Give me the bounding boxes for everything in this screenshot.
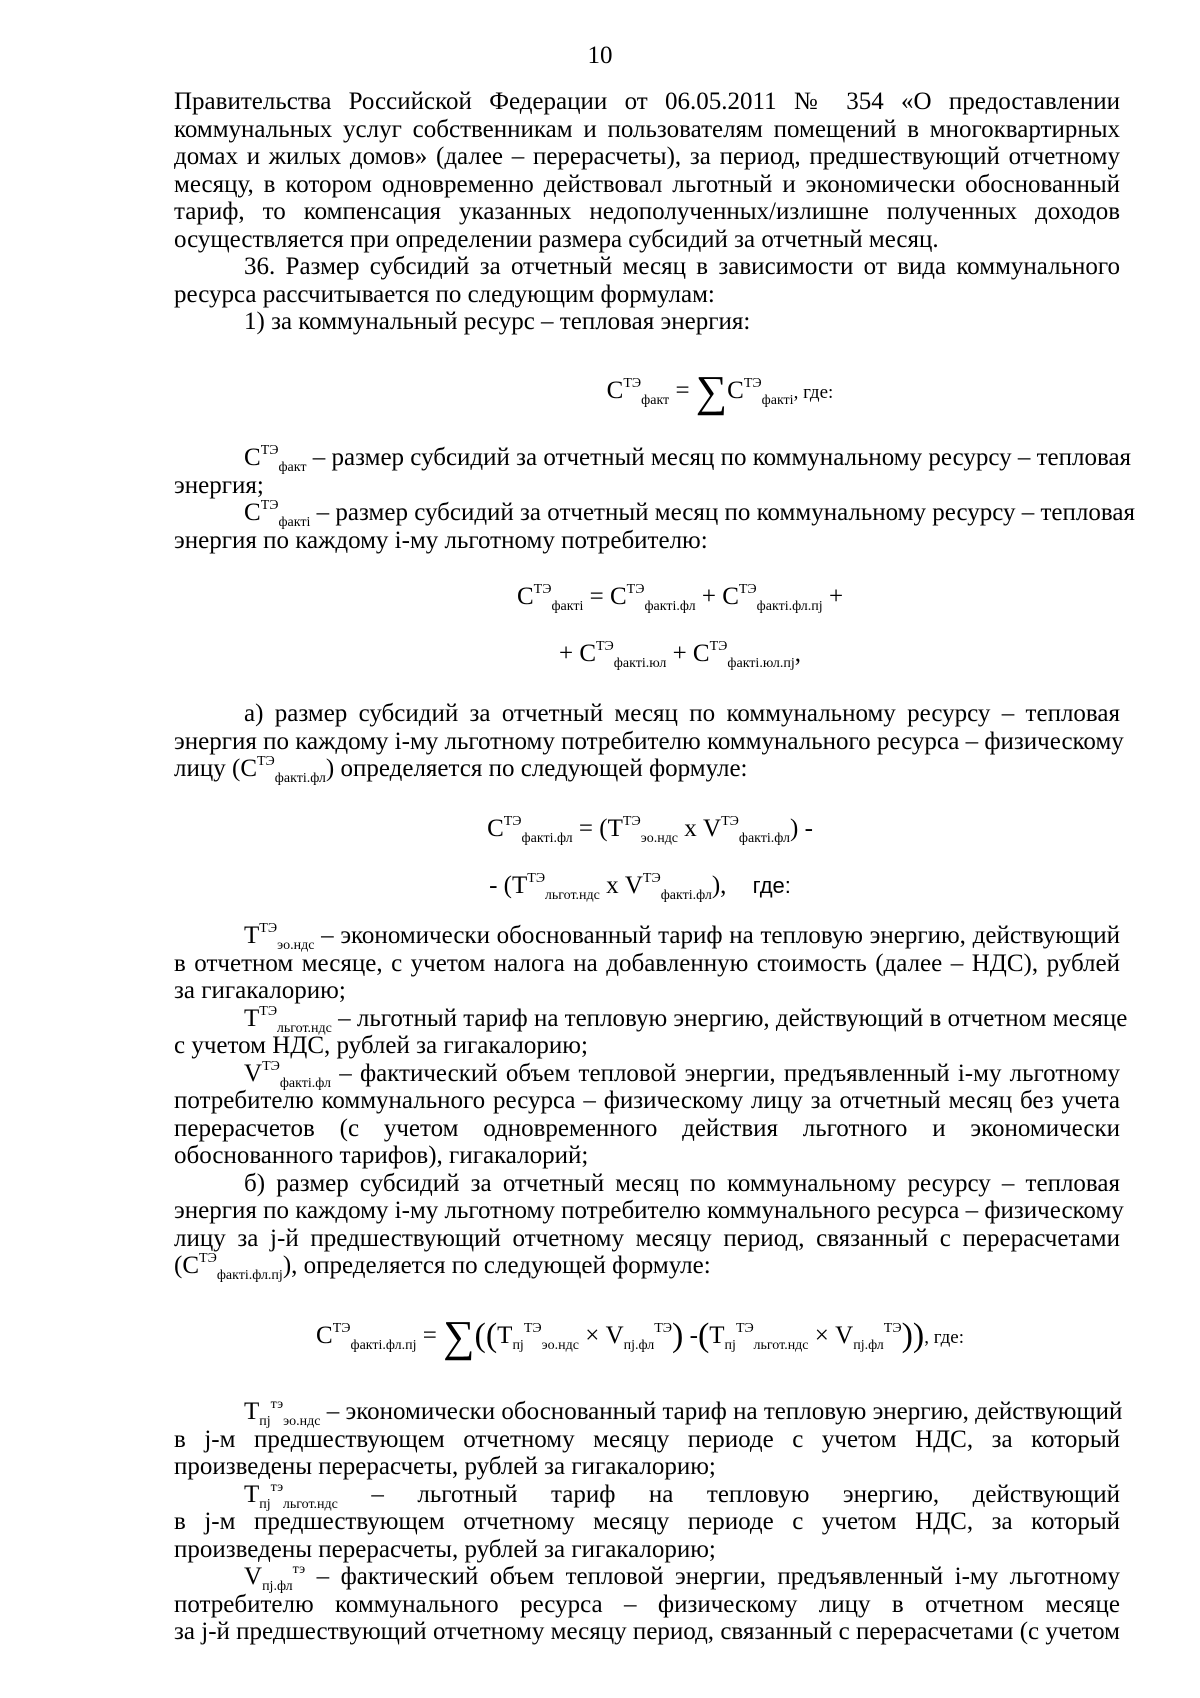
text-line: произведены перерасчеты, рублей за гигакалорию; bbox=[174, 1535, 716, 1563]
formula-a-line1: $С^{ТЭ}_{факті.фл} = (Т^{ТЭ}_{эо.ндс}$ х $V^{ТЭ}_{факті.фл}$) - bbox=[487, 814, 813, 846]
text-line: с учетом НДС, рублей за гигакалорию; bbox=[174, 1032, 588, 1059]
text-line: тариф, то компенсация указанных недополученных/излишне полученных доходов bbox=[174, 198, 1120, 225]
text-block-definitions-1 bbox=[174, 443, 1135, 554]
text-block-definitions-2 bbox=[174, 921, 1128, 1283]
text-line: произведены перерасчеты, рублей за гигакалорию; bbox=[174, 1453, 716, 1480]
text-line: в j-м предшествующем отчетному месяцу периоде с учетом НДС, за который bbox=[174, 1508, 1120, 1535]
text-line: энергия по каждому i-му льготному потребителю коммунального ресурса – физическому bbox=[174, 1197, 1124, 1224]
text-block-a bbox=[174, 700, 1124, 786]
page-number: 10 bbox=[587, 42, 613, 69]
text-line: энергия по каждому i-му льготному потребителю коммунального ресурса – физическому bbox=[174, 727, 1124, 755]
text-line: $Т^{ТЭ}_{льгот.ндс}$ – льготный тариф на тепловую энергию, действующий в отчетном месяце bbox=[244, 1003, 1128, 1036]
text-line: потребителю коммунального ресурса – физическому лицу за отчетный месяц без учета bbox=[174, 1087, 1120, 1114]
formula-per-consumer-line1: $С^{ТЭ}_{факті} = С^{ТЭ}_{факті.фл} + С^{ТЭ}_{факті.фл.пj}$ + bbox=[516, 582, 844, 614]
text-line: перерасчетов (с учетом одновременного действия льготного и экономически bbox=[174, 1114, 1120, 1142]
text-line: $Т^{ТЭ}_{эо.ндс}$ – экономически обоснованный тариф на тепловую энергию, действующий bbox=[244, 921, 1120, 953]
text-line: месяцу, в котором одновременно действовал льготный и экономически обоснованный bbox=[174, 170, 1120, 198]
text-line: энергия; bbox=[174, 471, 264, 499]
text-line: $V^{ТЭ}_{факті.фл}$ – фактический объем тепловой энергии, предъявленный i-му льготному bbox=[244, 1058, 1120, 1091]
text-line: лицу за j-й предшествующий отчетному месяцу период, связанный с перерасчетами bbox=[174, 1224, 1120, 1252]
formula-per-consumer-line2: + $С^{ТЭ}_{факті.юл} + С^{ТЭ}_{факті.юл.пj}$, bbox=[558, 639, 802, 671]
text-line: в отчетном месяце, с учетом налога на добавленную стоимость (далее – НДС), рублей bbox=[174, 949, 1120, 977]
text-line: $С^{ТЭ}_{факт}$ – размер субсидий за отчетный месяц по коммунальному ресурсу – тепловая bbox=[244, 443, 1132, 475]
text-line: энергия по каждому i-му льготному потребителю: bbox=[174, 526, 708, 554]
text-line: ресурса рассчитывается по следующим формулам: bbox=[174, 280, 715, 308]
text-line: потребителю коммунального ресурса – физическому лицу в отчетном месяце bbox=[174, 1590, 1120, 1618]
text-line: домах и жилых домов» (далее – перерасчеты), за период, предшествующий отчетному bbox=[174, 143, 1120, 170]
text-line: осуществляется при определении размера субсидий за отчетный месяц. bbox=[174, 225, 939, 253]
text-line: $С^{ТЭ}_{факті}$ – размер субсидий за отчетный месяц по коммунальному ресурсу – тепловая bbox=[244, 498, 1135, 530]
text-block-intro bbox=[174, 88, 1120, 336]
text-line: 1) за коммунальный ресурс – тепловая энергия: bbox=[244, 308, 751, 335]
text-line: за гигакалорию; bbox=[174, 977, 346, 1004]
text-line: коммунальных услуг собственникам и пользователям помещений в многоквартирных bbox=[174, 115, 1120, 143]
text-line: $Т_{пj}^{тэ}_{льгот.ндс}$ – льготный тариф на тепловую энергию, действующий bbox=[244, 1479, 1121, 1512]
text-line: в j-м предшествующем отчетному месяцу периоде с учетом НДС, за который bbox=[174, 1425, 1120, 1453]
text-line: обоснованного тарифов), гигакалорий; bbox=[174, 1142, 589, 1169]
formula-a-line2: - ($Т^{ТЭ}_{льгот.ндс}$ х $V^{ТЭ}_{факті.фл}$), где: bbox=[489, 871, 791, 903]
text-line: а) размер субсидий за отчетный месяц по коммунальному ресурсу – тепловая bbox=[244, 700, 1120, 727]
text-line: Правительства Российской Федерации от 06.05.2011 № 354 «О предоставлении bbox=[174, 88, 1120, 115]
formula-total-subsidy: $С^{ТЭ}_{факт} = \sum С^{ТЭ}_{факті}$, где: bbox=[606, 367, 834, 416]
text-line: б) размер субсидий за отчетный месяц по коммунальному ресурсу – тепловая bbox=[244, 1169, 1120, 1197]
text-block-definitions-3 bbox=[174, 1397, 1123, 1646]
text-line: 36. Размер субсидий за отчетный месяц в зависимости от вида коммунального bbox=[244, 253, 1120, 280]
formula-b: $С^{ТЭ}_{факті.фл.пj} = \sum((Т_{пj}^{ТЭ}_{эо.ндс} \times V_{пj.фл}^{ТЭ}) -(Т_{пj}^{ТЭ}_{льгот.ндс} \times V_{пj.фл}^{ТЭ}))$, где: bbox=[316, 1312, 964, 1361]
text-line: $(С^{ТЭ}_{факті.фл.пj})$, определяется по следующей формуле: bbox=[174, 1251, 711, 1283]
text-line: лицу $(С^{ТЭ}_{факті.фл})$ определяется по следующей формуле: bbox=[174, 754, 748, 786]
text-line: $V_{пj.фл}^{тэ}$ – фактический объем тепловой энергии, предъявленный i-му льготному bbox=[244, 1562, 1121, 1594]
text-line: за j-й предшествующий отчетному месяцу период, связанный с перерасчетами (с учетом bbox=[174, 1618, 1120, 1645]
text-line: $Т_{пj}^{тэ}_{эо.ндс}$ – экономически обоснованный тариф на тепловую энергию, действующий bbox=[244, 1397, 1123, 1429]
